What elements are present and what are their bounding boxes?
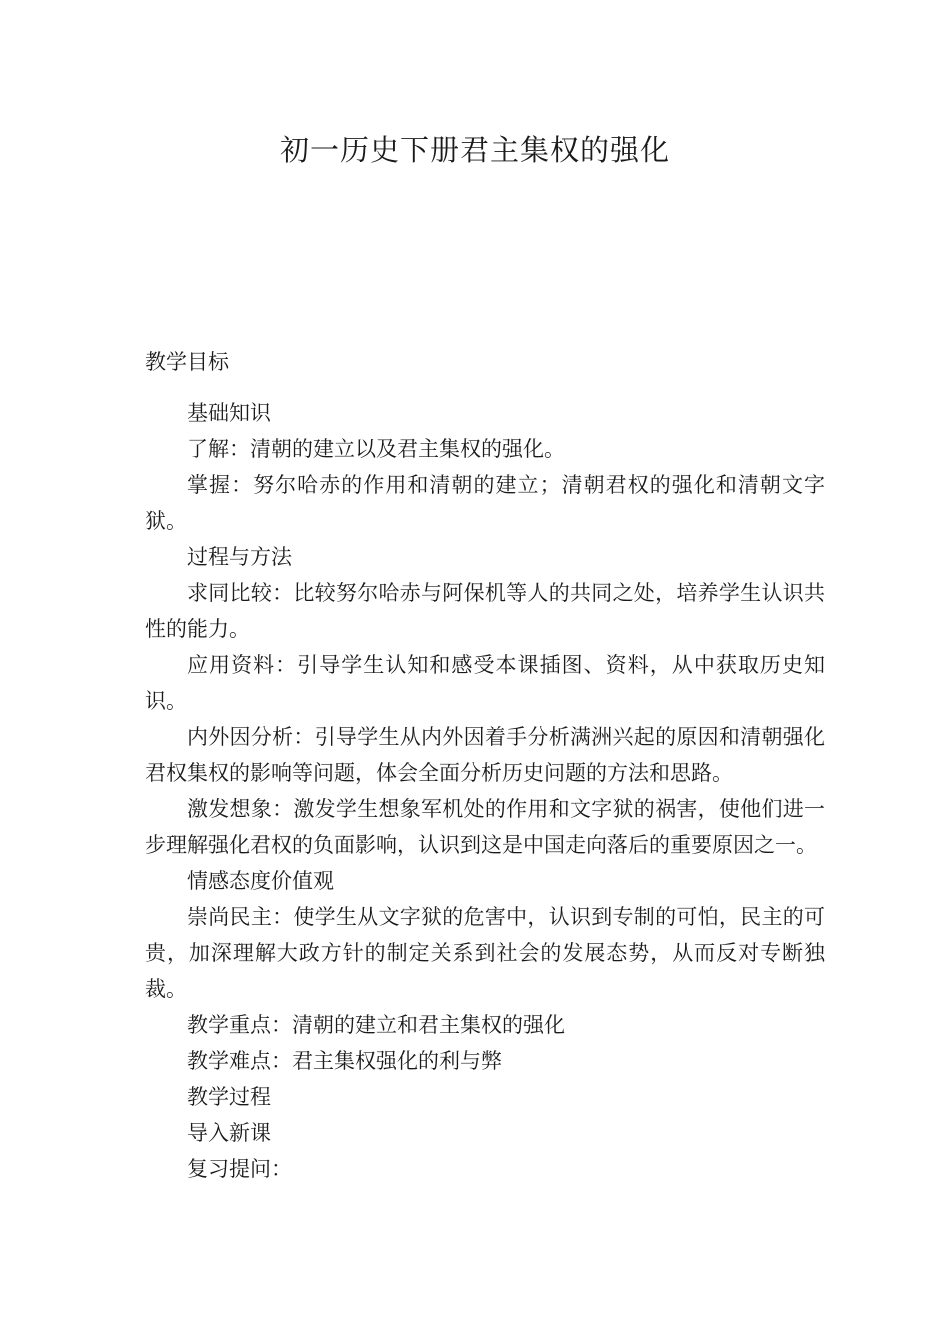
paragraph-key-point: 教学重点：清朝的建立和君主集权的强化 <box>187 1013 565 1037</box>
paragraph-understand: 了解：清朝的建立以及君主集权的强化。 <box>187 437 565 461</box>
document-title: 初一历史下册君主集权的强化 <box>279 133 670 167</box>
section-heading: 教学目标 <box>145 350 229 374</box>
document-body <box>145 395 825 1187</box>
paragraph-compare: 求同比较：比较努尔哈赤与阿保机等人的共同之处，培养学生认识共性的能力。 <box>145 581 825 641</box>
paragraph-intro: 导入新课 <box>187 1121 271 1145</box>
paragraph-apply-materials: 应用资料：引导学生认知和感受本课插图、资料，从中获取历史知识。 <box>145 653 825 713</box>
paragraph-democracy: 崇尚民主：使学生从文字狱的危害中，认识到专制的可怕，民主的可贵，加深理解大政方针的制定关系到社会的发展态势，从而反对专断独裁。 <box>145 905 825 1001</box>
paragraph-teaching-process: 教学过程 <box>187 1085 271 1109</box>
paragraph-cause-analysis: 内外因分析：引导学生从内外因着手分析满洲兴起的原因和清朝强化君权集权的影响等问题，体会全面分析历史问题的方法和思路。 <box>145 725 825 785</box>
paragraph-master: 掌握：努尔哈赤的作用和清朝的建立；清朝君权的强化和清朝文字狱。 <box>145 473 825 533</box>
paragraph-review-question: 复习提问： <box>187 1157 292 1181</box>
paragraph-values: 情感态度价值观 <box>187 869 334 893</box>
paragraph-difficulty: 教学难点：君主集权强化的利与弊 <box>187 1049 502 1073</box>
paragraph-basic-knowledge: 基础知识 <box>187 401 271 425</box>
paragraph-process-method: 过程与方法 <box>187 545 292 569</box>
paragraph-imagination: 激发想象：激发学生想象军机处的作用和文字狱的祸害，使他们进一步理解强化君权的负面影响，认识到这是中国走向落后的重要原因之一。 <box>145 797 825 857</box>
